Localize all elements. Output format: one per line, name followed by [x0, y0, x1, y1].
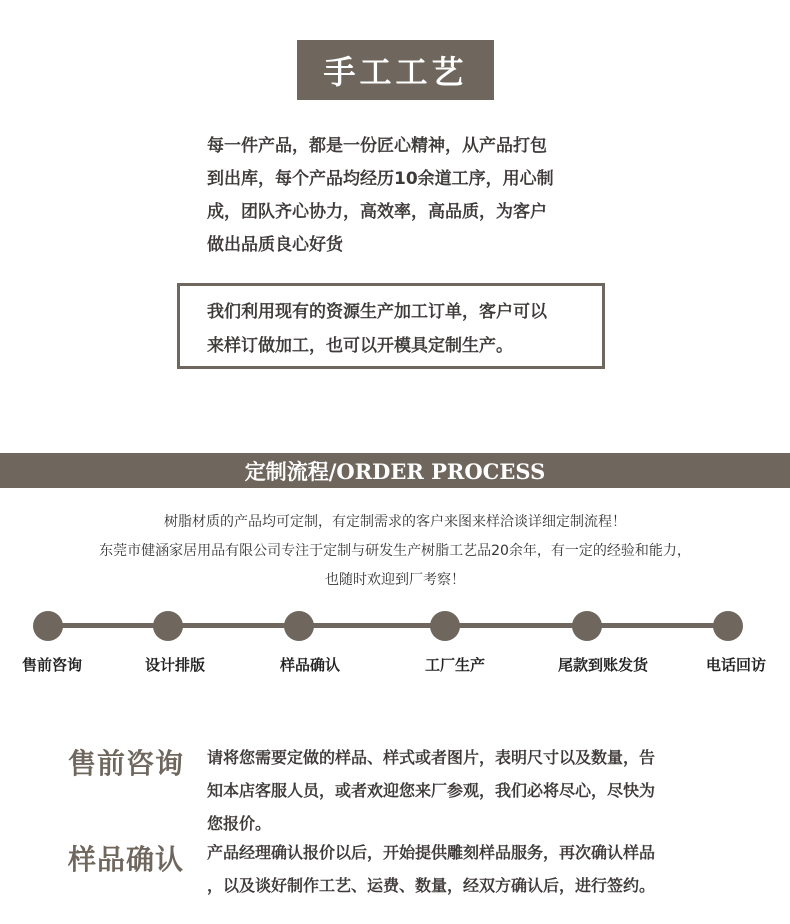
craft-intro	[207, 130, 599, 262]
timeline-dot	[430, 611, 460, 641]
detail-text-sample	[207, 836, 727, 902]
desc-line: 东莞市健涵家居用品有限公司专注于定制与研发生产树脂工艺品20余年，有一定的经验和能力，	[99, 543, 691, 559]
detail-line: 请将您需要定做的样品、样式或者图片，表明尺寸以及数量，告	[207, 748, 656, 767]
timeline-dot	[713, 611, 743, 641]
notice-line: 我们利用现有的资源生产加工订单，客户可以	[207, 302, 547, 322]
craft-title: 手工工艺	[297, 40, 494, 100]
timeline-dot	[572, 611, 602, 641]
detail-line: ，以及谈好制作工艺、运费、数量，经双方确认后，进行签约。	[207, 876, 656, 895]
intro-line: 做出品质良心好货	[207, 235, 343, 255]
detail-line: 您报价。	[207, 814, 272, 833]
oem-notice-text	[207, 295, 599, 363]
detail-heading-presale: 售前咨询	[68, 747, 185, 780]
intro-line: 成，团队齐心协力，高效率，高品质，为客户	[207, 202, 547, 222]
step-label-sample: 样品确认	[279, 656, 341, 674]
detail-line: 产品经理确认报价以后，开始提供雕刻样品服务，再次确认样品	[207, 843, 656, 862]
detail-heading-sample: 样品确认	[68, 843, 185, 876]
process-banner: 定制流程/ORDER PROCESS	[0, 453, 790, 488]
timeline-dot	[284, 611, 314, 641]
timeline-dot	[153, 611, 183, 641]
notice-line: 来样订做加工，也可以开模具定制生产。	[207, 336, 513, 356]
desc-line: 也随时欢迎到厂考察！	[325, 572, 465, 588]
step-label-presale: 售前咨询	[21, 656, 83, 674]
step-label-design: 设计排版	[144, 656, 206, 674]
intro-line: 每一件产品，都是一份匠心精神，从产品打包	[207, 136, 547, 156]
timeline-dot	[33, 611, 63, 641]
step-label-followup: 电话回访	[705, 656, 767, 674]
detail-text-presale	[207, 741, 727, 840]
step-label-payment-shipping: 尾款到账发货	[557, 656, 649, 674]
process-description	[0, 508, 790, 595]
desc-line: 树脂材质的产品均可定制，有定制需求的客户来图来样洽谈详细定制流程！	[164, 514, 626, 530]
intro-line: 到出库，每个产品均经历10余道工序，用心制	[207, 169, 554, 189]
step-label-production: 工厂生产	[424, 656, 486, 674]
detail-line: 知本店客服人员，或者欢迎您来厂参观，我们必将尽心，尽快为	[207, 781, 656, 800]
